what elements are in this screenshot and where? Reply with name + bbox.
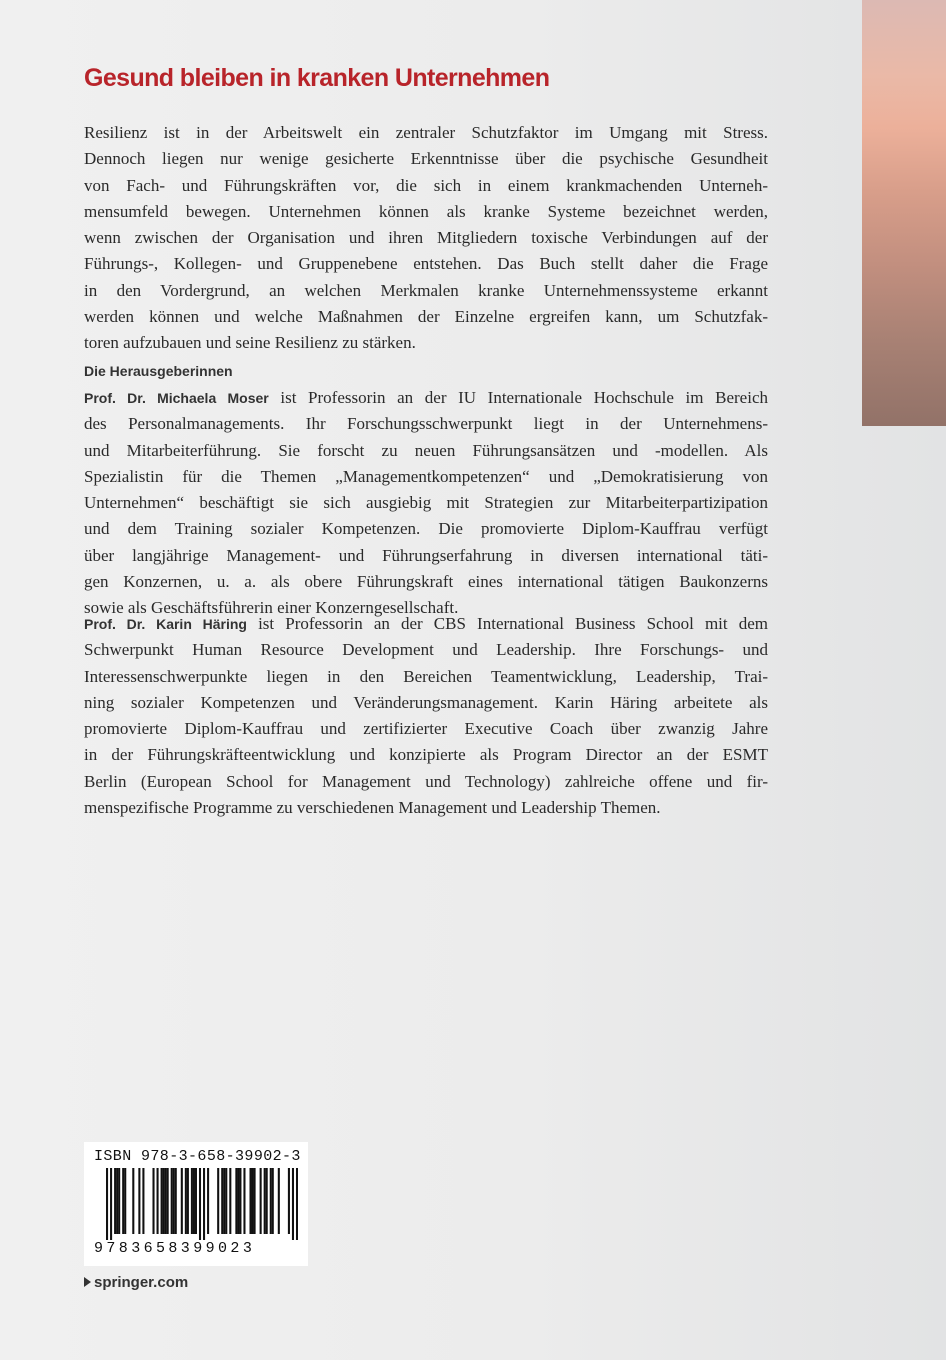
arrow-right-icon [84,1277,91,1287]
barcode-bar [122,1168,124,1234]
barcode-bar [288,1168,290,1234]
bio-line: promovierte Diplom-Kauffrau und zertifizierter Executive Coach über zwanzig Jahre [84,719,768,739]
barcode-bar [235,1168,237,1234]
barcode-bar [252,1168,254,1234]
barcode-bar [142,1168,144,1234]
blurb-line: toren aufzubauen und seine Resilienz zu stärken. [84,333,416,353]
bio-line: ning sozialer Kompetenzen und Veränderungsmanagement. Karin Häring arbeitete als [84,692,768,712]
barcode-bar [270,1168,272,1234]
editor2-first-line: ist Professorin an der CBS International Business School mit dem [246,614,768,633]
barcode-bar [124,1168,126,1234]
bio-line: und dem Training sozialer Kompetenzen. Die promovierte Diplom-Kauffrau verfügt [84,519,768,539]
barcode-bar [191,1168,193,1234]
barcode-bar [181,1168,183,1234]
bio-line: des Personalmanagements. Ihr Forschungsschwerpunkt liegt in der Unternehmens- [84,414,768,434]
barcode-bar [260,1168,262,1234]
editors-heading: Die Herausgeberinnen [84,363,233,379]
blurb-line: Resilienz ist in der Arbeitswelt ein zentraler Schutzfaktor im Umgang mit Stress. [84,123,768,142]
barcode-bar [229,1168,231,1234]
blurb-line: mensumfeld bewegen. Unternehmen können als kranke Systeme bezeichnet werden, [84,201,768,221]
barcode-bar [272,1168,274,1234]
barcode-bar [237,1168,239,1234]
bio-line: Schwerpunkt Human Resource Development und Leadership. Ihre Forschungs- und [84,640,768,660]
barcode-bar [292,1168,294,1240]
barcode-bar [163,1168,165,1234]
barcode-bar [278,1168,280,1234]
barcode-bar [171,1168,173,1234]
bio-line: gen Konzernen, u. a. als obere Führungskraft eines international tätigen Baukonzerns [84,572,768,592]
barcode-bar [161,1168,163,1234]
barcode-bar [239,1168,241,1234]
barcode-bar [296,1168,298,1240]
publisher-link[interactable] [84,1274,188,1291]
barcode-bar [221,1168,223,1234]
bio-line: in der Führungskräfteentwicklung und konzipierte als Program Director an der ESMT [84,745,768,765]
barcode-bar [152,1168,154,1234]
blurb-line: wenn zwischen der Organisation und ihren Mitgliedern toxische Verbindungen auf der [84,228,768,248]
barcode-bar [118,1168,120,1234]
barcode-bar [266,1168,268,1234]
barcode-bar [223,1168,225,1234]
editor1-first-line: ist Professorin an der IU Internationale Hochschule im Bereich [268,388,768,407]
blurb-line: in den Vordergrund, an welchen Merkmalen kranke Unternehmenssysteme erkannt [84,280,768,300]
barcode-bar [132,1168,134,1234]
blurb-line: Führungs-, Kollegen- und Gruppenebene entstehen. Das Buch stellt daher die Frage [84,254,768,274]
barcode-bar [157,1168,159,1234]
barcode-bar [243,1168,245,1234]
barcode-bar [116,1168,118,1234]
barcode-bar [203,1168,205,1240]
barcode-bar [195,1168,197,1234]
barcode-bar [187,1168,189,1234]
barcode-bar [185,1168,187,1234]
blurb-line: von Fach- und Führungskräften vor, die sich in einem krankmachenden Unterneh- [84,175,768,195]
bio-line: Spezialistin für die Themen „Managementkompetenzen“ und „Demokratisierung von [84,466,768,486]
barcode-bar [106,1168,108,1240]
bio-line [84,611,768,637]
isbn-barcode [84,1142,308,1266]
bio-line: sowie als Geschäftsführerin einer Konzerngesellschaft. [84,598,459,618]
editor1-name: Prof. Dr. Michaela Moser [84,390,269,406]
barcode-bars [94,1168,298,1240]
editor2-name: Prof. Dr. Karin Häring [84,616,247,632]
barcode-bar [249,1168,251,1234]
editor2-bio [84,611,768,821]
bio-line: Unternehmen“ beschäftigt sie sich ausgiebig mit Strategien zur Mitarbeiterpartizipation [84,493,768,513]
blurb-paragraph [84,120,768,357]
bio-line: Interessenschwerpunkte liegen in den Bereichen Teamentwicklung, Leadership, Trai- [84,666,768,686]
bio-line [84,385,768,411]
blurb-line: Dennoch liegen nur wenige gesicherte Erkenntnisse über die psychische Gesundheit [84,149,768,169]
barcode-bar [110,1168,112,1240]
isbn-label: ISBN 978-3-658-39902-3 [94,1148,301,1165]
barcode-bar [175,1168,177,1234]
barcode-bar [217,1168,219,1234]
publisher-link-label: springer.com [94,1274,189,1291]
barcode-bar [193,1168,195,1234]
book-title: Gesund bleiben in kranken Unternehmen [84,64,550,92]
barcode-bar [173,1168,175,1234]
bio-line: und Mitarbeiterführung. Sie forscht zu neuen Führungsansätzen und -modellen. Als [84,440,768,460]
barcode-bar [264,1168,266,1234]
barcode-bar [114,1168,116,1234]
bio-line: Berlin (European School for Management und Technology) zahlreiche offene und fir- [84,771,768,791]
barcode-bar [165,1168,167,1234]
barcode-bar [207,1168,209,1234]
barcode-bar [225,1168,227,1234]
blurb-line: werden können und welche Maßnahmen der Einzelne ergreifen kann, um Schutzfak- [84,307,768,327]
ean-digits: 9783658399023 [94,1240,256,1257]
bio-line: über langjährige Management- und Führungserfahrung in diversen international täti- [84,545,768,565]
barcode-bar [199,1168,201,1240]
bio-line: menspezifische Programme zu verschiedenen Management und Leadership Themen. [84,798,661,818]
barcode-bar [167,1168,169,1234]
editor1-bio [84,385,768,622]
barcode-bar [254,1168,256,1234]
barcode-bar [138,1168,140,1234]
cover-color-stripe [862,0,946,426]
